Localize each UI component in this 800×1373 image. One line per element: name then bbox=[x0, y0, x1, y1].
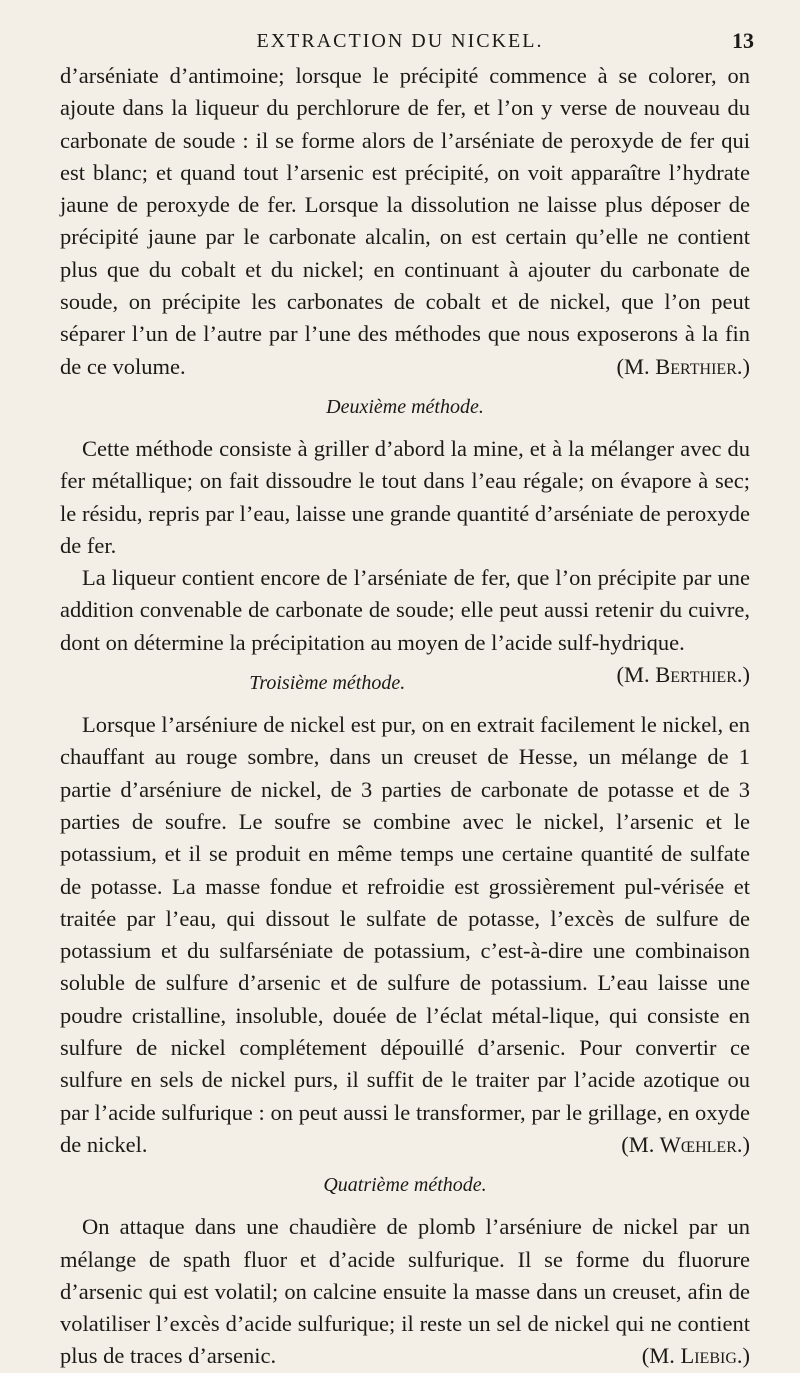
page-body bbox=[60, 60, 750, 1373]
attribution-berthier: (M. Berthier.) bbox=[616, 662, 750, 688]
paragraph-second-method: Cette méthode consiste à griller d’abord la mine, et à la mélanger avec du fer métallique; on fait dissoudre le tout dans l’eau régale; on évapore à sec; le résidu, repris par l’eau, laisse une grande quantité d’arséniate de peroxyde de fer. bbox=[60, 435, 750, 558]
running-title: EXTRACTION DU NICKEL. bbox=[256, 30, 544, 52]
paragraph-fourth-method bbox=[60, 1211, 750, 1372]
section-heading-third-method: Troisième méthode. bbox=[249, 672, 406, 695]
paragraph-text: Lorsque l’arséniure de nickel est pur, on en extrait facilement le nickel, en chauffant au rouge sombre, dans un creuset de Hesse, un mélange de 1 partie d’arséniure de nickel, de 3 parties de carbonate de potasse et de 3 parties de soufre. Le soufre se combine avec le nickel, l’arsenic et le potassium, et il se produit en même temps une certaine quantité de sulfate de potasse. La masse fondue et refroidie est grossièrement pul-vérisée et traitée par l’eau, qui dissout le sulfate de potasse, l’excès de sulfure de potassium et du sulfarséniate de potassium, c’est-à-dire une combinaison soluble de sulfure d’arsenic et de sulfure de potassium. L’eau laisse une poudre cristalline, insoluble, douée de l’éclat métal-lique, qui consiste en sulfure de nickel complétement dépouillé d’arsenic. Pour convertir ce sulfure en sels de nickel purs, il suffit de le traiter par l’acide azotique ou par l’acide sulfurique : on peut aussi le transformer, par le grillage, en oxyde de nickel. bbox=[60, 712, 750, 1157]
section-heading-fourth-method: Quatrième méthode. bbox=[323, 1174, 487, 1197]
paragraph-text: d’arséniate d’antimoine; lorsque le précipité commence à se colorer, on ajoute dans la liqueur du perchlorure de fer, et l’on y verse de nouveau du carbonate de soude : il se forme alors de l’arséniate de peroxyde de fer qui est blanc; et quand tout l’arsenic est précipité, on voit apparaître l’hydrate jaune de peroxyde de fer. Lorsque la dissolution ne laisse plus déposer de précipité jaune par le carbonate alcalin, on est certain qu’elle ne contient plus que du cobalt et du nickel; en continuant à ajouter du carbonate de soude, on précipite les carbonates de cobalt et de nickel, que l’on peut séparer l’un de l’autre par l’une des méthodes que nous exposerons à la fin de ce volume. bbox=[60, 63, 750, 379]
page-number: 13 bbox=[732, 28, 754, 53]
paragraph-continuation bbox=[60, 60, 750, 383]
section-heading-second-method: Deuxième méthode. bbox=[326, 395, 484, 418]
attribution-berthier: (M. Berthier.) bbox=[616, 353, 750, 379]
attribution-liebig: (M. Liebig.) bbox=[641, 1343, 750, 1369]
paragraph-third-method bbox=[60, 709, 750, 1161]
attribution-woehler: (M. Wœhler.) bbox=[621, 1131, 750, 1157]
paragraph-text: On attaque dans une chaudière de plomb l’arséniure de nickel par un mélange de spath fluor et d’acide sulfurique. Il se forme du fluorure d’arsenic qui est volatil; on calcine ensuite la masse dans un creuset, afin de volatiliser l’excès d’acide sulfurique; il reste un sel de nickel qui ne contient plus de traces d’arsenic. bbox=[60, 1214, 750, 1369]
running-header bbox=[0, 26, 800, 56]
paragraph-text: La liqueur contient encore de l’arséniate de fer, que l’on précipite par une addition convenable de carbonate de soude; elle peut aussi retenir du cuivre, dont on détermine la précipitation au moyen de l’acide sulf-hydrique. bbox=[60, 565, 750, 655]
